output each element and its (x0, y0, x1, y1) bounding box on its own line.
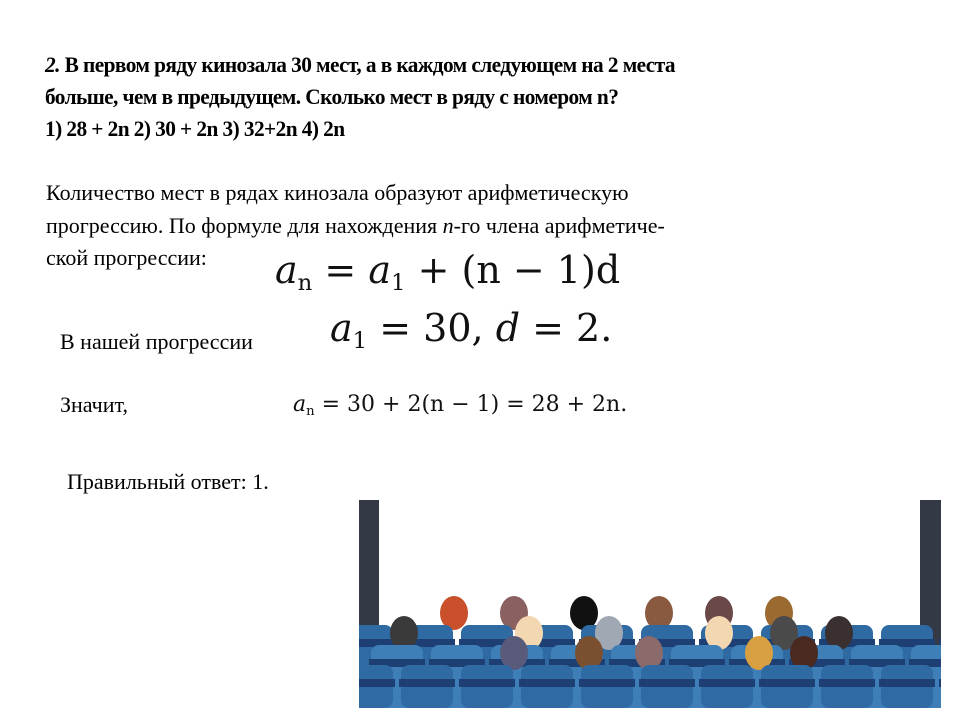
audience-head (705, 616, 733, 650)
f: n (306, 403, 315, 419)
seat-edge (399, 679, 455, 687)
progression-label: В нашей прогрессии (60, 329, 253, 354)
f: = 2. (520, 306, 613, 350)
audience-head (575, 636, 603, 670)
text: прогрессию. По формуле для нахождения (46, 213, 443, 238)
variable: n (442, 213, 454, 238)
f: + (n − 1)d (405, 248, 621, 292)
formula-values (330, 306, 612, 354)
audience-head (635, 636, 663, 670)
seat-edge (579, 679, 635, 687)
text: -го члена арифметиче- (453, 213, 665, 238)
cinema-illustration (359, 500, 941, 708)
seat-edge (879, 679, 935, 687)
f: a (330, 306, 353, 350)
f: n (297, 269, 313, 296)
f: d (495, 306, 521, 350)
seat-rows (359, 596, 941, 708)
f: a (275, 248, 298, 292)
seat-edge (639, 679, 695, 687)
audience-head (825, 616, 853, 650)
f: 1 (352, 327, 368, 354)
formula-result (293, 392, 627, 419)
f: a (293, 392, 307, 417)
seat-edge (819, 679, 875, 687)
question-line-2: больше, чем в предыдущем. Сколько мест в ряду с номером n? (45, 84, 619, 109)
audience-head (440, 596, 468, 630)
question-text: В первом ряду кинозала 30 мест, а в каждом следующем на 2 места (64, 52, 675, 77)
f: = 30, (367, 306, 496, 350)
answer-text: Правильный ответ: 1. (67, 469, 269, 494)
question-number: 2. (45, 52, 60, 77)
seat-edge (359, 679, 395, 687)
seat-edge (939, 679, 941, 687)
f: = 30 + 2(n − 1) = 28 + 2n. (314, 392, 628, 417)
audience-head (570, 596, 598, 630)
seat-edge (459, 679, 515, 687)
audience-head (645, 596, 673, 630)
f: a (368, 248, 391, 292)
therefore-label: Значит, (60, 392, 128, 417)
seat-edge (519, 679, 575, 687)
explanation-line-3: ской прогрессии: (46, 245, 207, 270)
explanation-line-2 (46, 213, 665, 239)
seat-edge (759, 679, 815, 687)
audience-head (745, 636, 773, 670)
formula-general (275, 248, 620, 296)
seat-edge (699, 679, 755, 687)
f: = (312, 248, 369, 292)
answer-options: 1) 28 + 2n 2) 30 + 2n 3) 32+2n 4) 2n (45, 116, 345, 141)
audience-head (390, 616, 418, 650)
f: 1 (391, 269, 406, 296)
question-line-1 (45, 52, 675, 78)
audience-head (500, 636, 528, 670)
audience-head (790, 636, 818, 670)
explanation-line-1: Количество мест в рядах кинозала образуют арифметическую (46, 180, 629, 205)
